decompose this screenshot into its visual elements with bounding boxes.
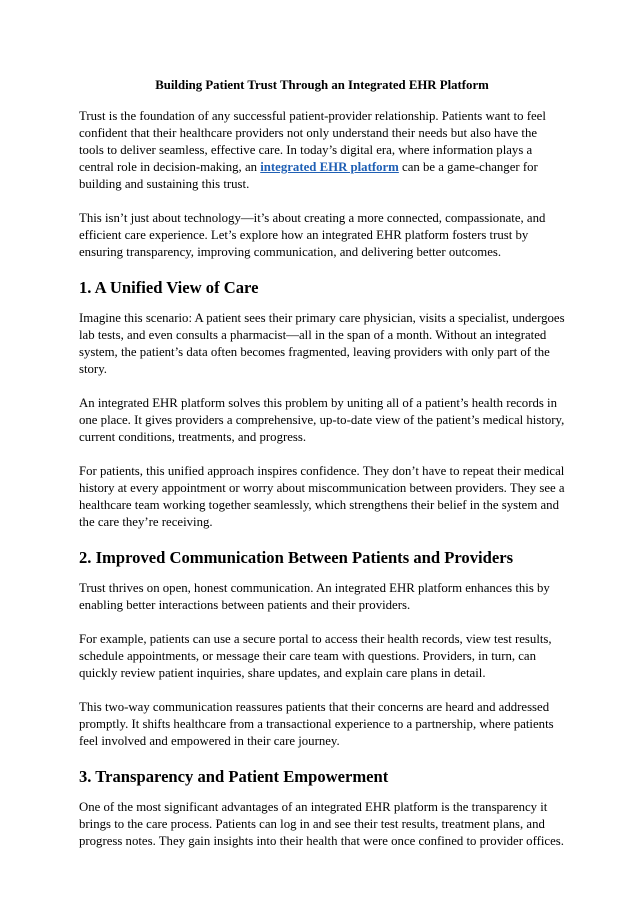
section-1-paragraph-3: For patients, this unified approach inspires confidence. They don’t have to repeat their medical history at every appointment or worry about miscommunication between providers. They see a healthcare team working together seamlessly, which strengthens their belief in the system and the care they’re receiving. (79, 464, 565, 529)
intro-paragraph-2: This isn’t just about technology—it’s about creating a more connected, compassionate, and efficient care experience. Let’s explore how an integrated EHR platform fosters trust by ensuring transparency, improving communication, and delivering better outcomes. (79, 211, 546, 259)
intro-paragraph-1 (79, 108, 565, 193)
section-2-paragraph-2: For example, patients can use a secure portal to access their health records, view test results, schedule appointments, or message their care team with questions. Providers, in turn, can quickly review patient inquiries, share updates, and explain care plans in detail. (79, 632, 552, 680)
intro-text-before-link: Trust is the foundation of any successful patient-provider relationship. Patients want to feel confident that their healthcare providers not only understand their needs but also have the tools to deliver seamless, effective care. In today’s digital era, where information plays a central role in decision-making, an (79, 109, 546, 174)
document-page (79, 77, 565, 867)
section-1-paragraph-2: An integrated EHR platform solves this problem by uniting all of a patient’s health records in one place. It gives providers a comprehensive, up-to-date view of the patient’s medical history, current conditions, treatments, and progress. (79, 396, 565, 444)
section-2-heading: 2. Improved Communication Between Patients and Providers (79, 548, 514, 567)
intro-text-after-link: can be a game-changer for building and sustaining this trust. (79, 160, 538, 191)
section-1-paragraph-1: Imagine this scenario: A patient sees their primary care physician, visits a specialist, undergoes lab tests, and even consults a pharmacist—all in the span of a month. Without an integrated system, the patient’s data often becomes fragmented, leaving providers with only part of the story. (79, 311, 565, 376)
integrated-ehr-platform-link[interactable]: integrated EHR platform (260, 160, 399, 174)
section-2-paragraph-3: This two-way communication reassures patients that their concerns are heard and addressed promptly. It shifts healthcare from a transactional experience to a partnership, where patients feel involved and empowered in their care journey. (79, 700, 554, 748)
section-3-paragraph-1: One of the most significant advantages of an integrated EHR platform is the transparency it brings to the care process. Patients can log in and see their test results, treatment plans, and progress notes. They gain insights into their health that were once confined to provider offices. (79, 800, 564, 848)
section-1-heading: 1. A Unified View of Care (79, 278, 259, 297)
section-2-paragraph-1: Trust thrives on open, honest communication. An integrated EHR platform enhances this by enabling better interactions between patients and their providers. (79, 581, 550, 612)
section-3-heading: 3. Transparency and Patient Empowerment (79, 767, 389, 786)
document-title: Building Patient Trust Through an Integrated EHR Platform (155, 78, 489, 92)
